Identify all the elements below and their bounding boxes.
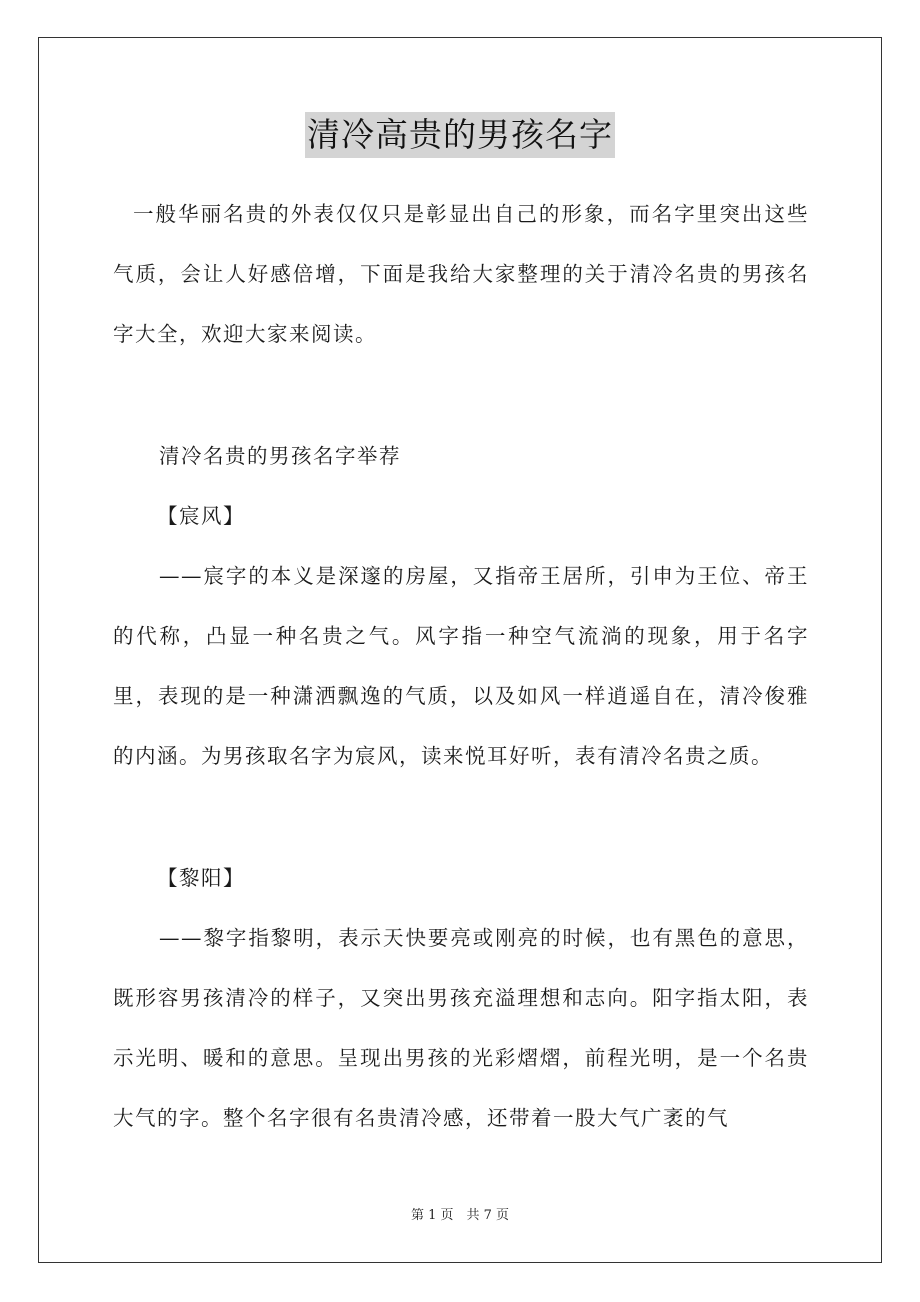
name-heading-chenfeng: 【宸风】: [157, 504, 245, 528]
page-footer: 第 1 页 共 7 页: [410, 1208, 510, 1223]
chenfeng-description: ——宸字的本义是深邃的房屋，又指帝王居所，引申为王位、帝王的代称，凸显一种名贵之气。风字指一种空气流淌的现象，用于名字里，表现的是一种潇洒飘逸的气质，以及如风一样逍遥自在，清冷俊雅的内涵。为男孩取名字为宸风，读来悦耳好听，表有清冷名贵之质。: [113, 564, 809, 768]
title-container: [0, 112, 920, 158]
intro-paragraph: 一般华丽名贵的外表仅仅只是彰显出自己的形象，而名字里突出这些气质，会让人好感倍增，下面是我给大家整理的关于清冷名贵的男孩名字大全，欢迎大家来阅读。: [113, 202, 809, 346]
liyang-description: ——黎字指黎明，表示天快要亮或刚亮的时候，也有黑色的意思，既形容男孩清冷的样子，又突出男孩充溢理想和志向。阳字指太阳，表示光明、暖和的意思。呈现出男孩的光彩熠熠，前程光明，是一个名贵大气的字。整个名字很有名贵清冷感，还带着一股大气广袤的气: [113, 926, 809, 1130]
section-heading: 清冷名贵的男孩名字举荐: [159, 444, 401, 468]
name-heading-liyang: 【黎阳】: [157, 866, 245, 890]
document-title: 清冷高贵的男孩名字: [305, 112, 615, 158]
